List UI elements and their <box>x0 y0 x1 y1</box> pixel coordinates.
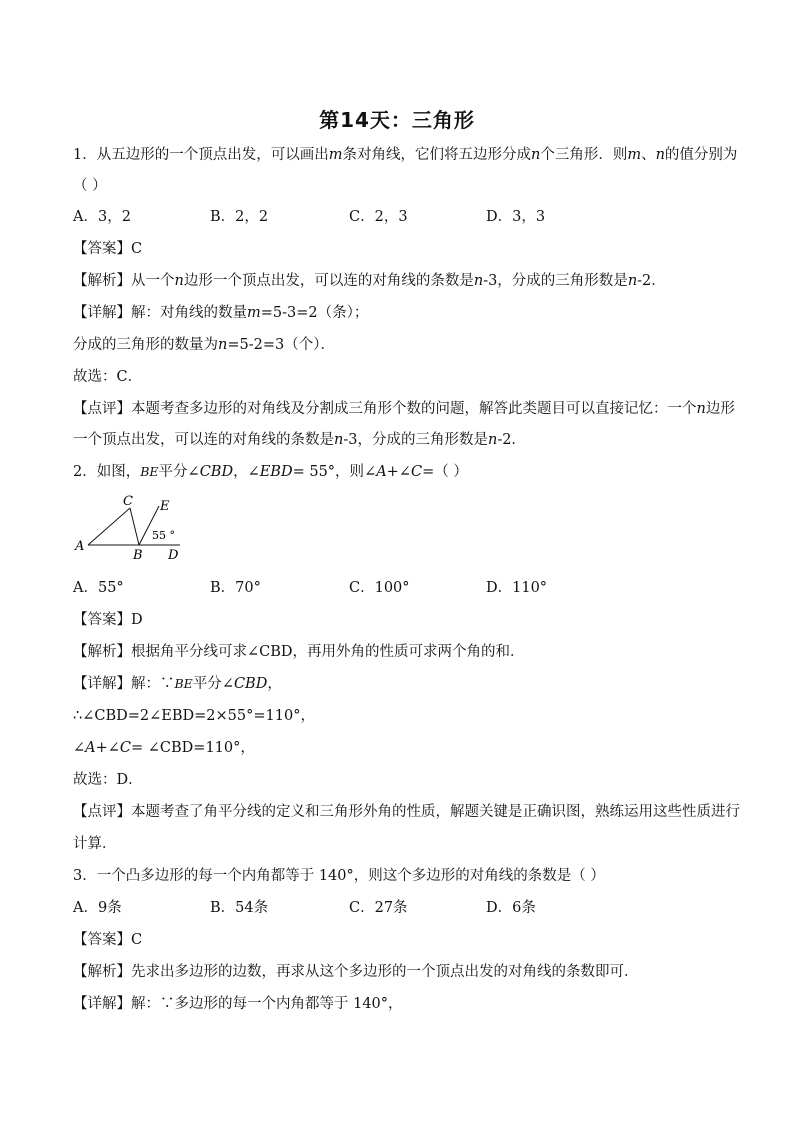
q3-options <box>73 898 773 918</box>
segment-cb <box>130 508 139 545</box>
q2-analysis: 【解析】根据角平分线可求∠CBD，再用外角的性质可求两个角的和． <box>73 644 525 660</box>
q2-answer: 【答案】D <box>73 612 143 628</box>
q3-detail: 【详解】解：∵多边形的每一个内角都等于 140°， <box>73 996 403 1012</box>
q3-option-d: D．6条 <box>486 900 536 916</box>
label-angle: 55 ° <box>152 529 175 542</box>
q1-choose: 故选：C． <box>73 369 143 385</box>
label-a: A <box>75 539 85 554</box>
q3-option-a: A．9条 <box>73 900 122 916</box>
q2-triangle-figure <box>70 490 190 565</box>
q2-option-c: C．100° <box>349 580 410 596</box>
q1-comment-line2: 一个顶点出发，可以连的对角线的条数是n-3，分成的三角形数是n-2． <box>73 432 526 448</box>
q1-comment-line1: 【点评】本题考查多边形的对角线及分割成三角形个数的问题，解答此类题目可以直接记忆：一个n边形 <box>73 401 735 417</box>
q1-detail-line2: 分成的三角形的数量为n=5-2=3（个）． <box>73 337 335 353</box>
label-b: B <box>133 548 143 563</box>
q2-detail-line3: ∠A+∠C= ∠CBD=110°， <box>73 740 255 756</box>
q3-option-b: B．54条 <box>210 900 269 916</box>
q2-option-b: B．70° <box>210 580 261 596</box>
label-d: D <box>168 548 179 563</box>
q3-answer: 【答案】C <box>73 932 143 948</box>
q2-options <box>73 578 773 598</box>
q1-option-b: B．2，2 <box>210 209 269 225</box>
q2-detail-line1: 【详解】解：∵BE平分∠CBD， <box>73 676 282 692</box>
label-c: C <box>123 494 133 509</box>
q1-stem: 1．从五边形的一个顶点出发，可以画出m条对角线，它们将五边形分成n个三角形．则m、n的值分别为 <box>73 147 738 163</box>
label-e: E <box>160 499 170 514</box>
q2-choose: 故选：D． <box>73 772 143 788</box>
q2-option-d: D．110° <box>486 580 548 596</box>
q2-stem: 2．如图，BE平分∠CBD，∠EBD= 55°，则∠A+∠C=（ ） <box>73 464 468 480</box>
q2-option-a: A．55° <box>73 580 124 596</box>
q1-paren: （ ） <box>73 178 107 194</box>
q1-analysis: 【解析】从一个n边形一个顶点出发，可以连的对角线的条数是n-3，分成的三角形数是n-2． <box>73 273 666 289</box>
q3-analysis: 【解析】先求出多边形的边数，再求从这个多边形的一个顶点出发的对角线的条数即可． <box>73 964 639 980</box>
q1-option-d: D．3，3 <box>486 209 546 225</box>
segment-ac <box>88 508 130 545</box>
q1-answer: 【答案】C <box>73 241 143 257</box>
page-title: 第14天：三角形 <box>319 108 475 132</box>
q1-detail-line1: 【详解】解：对角线的数量m=5-3=2（条）； <box>73 305 369 321</box>
q3-option-c: C．27条 <box>349 900 408 916</box>
q3-stem: 3．一个凸多边形的每一个内角都等于 140°，则这个多边形的对角线的条数是（ ） <box>73 868 605 884</box>
q2-comment-line1: 【点评】本题考查了角平分线的定义和三角形外角的性质，解题关键是正确识图，熟练运用这些性质进行 <box>73 804 740 820</box>
q2-detail-line2: ∴∠CBD=2∠EBD=2×55°=110°， <box>73 708 315 724</box>
q1-options <box>73 207 773 227</box>
q1-option-c: C．2，3 <box>349 209 408 225</box>
q2-comment-line2: 计算． <box>73 836 117 852</box>
q1-option-a: A．3，2 <box>73 209 131 225</box>
